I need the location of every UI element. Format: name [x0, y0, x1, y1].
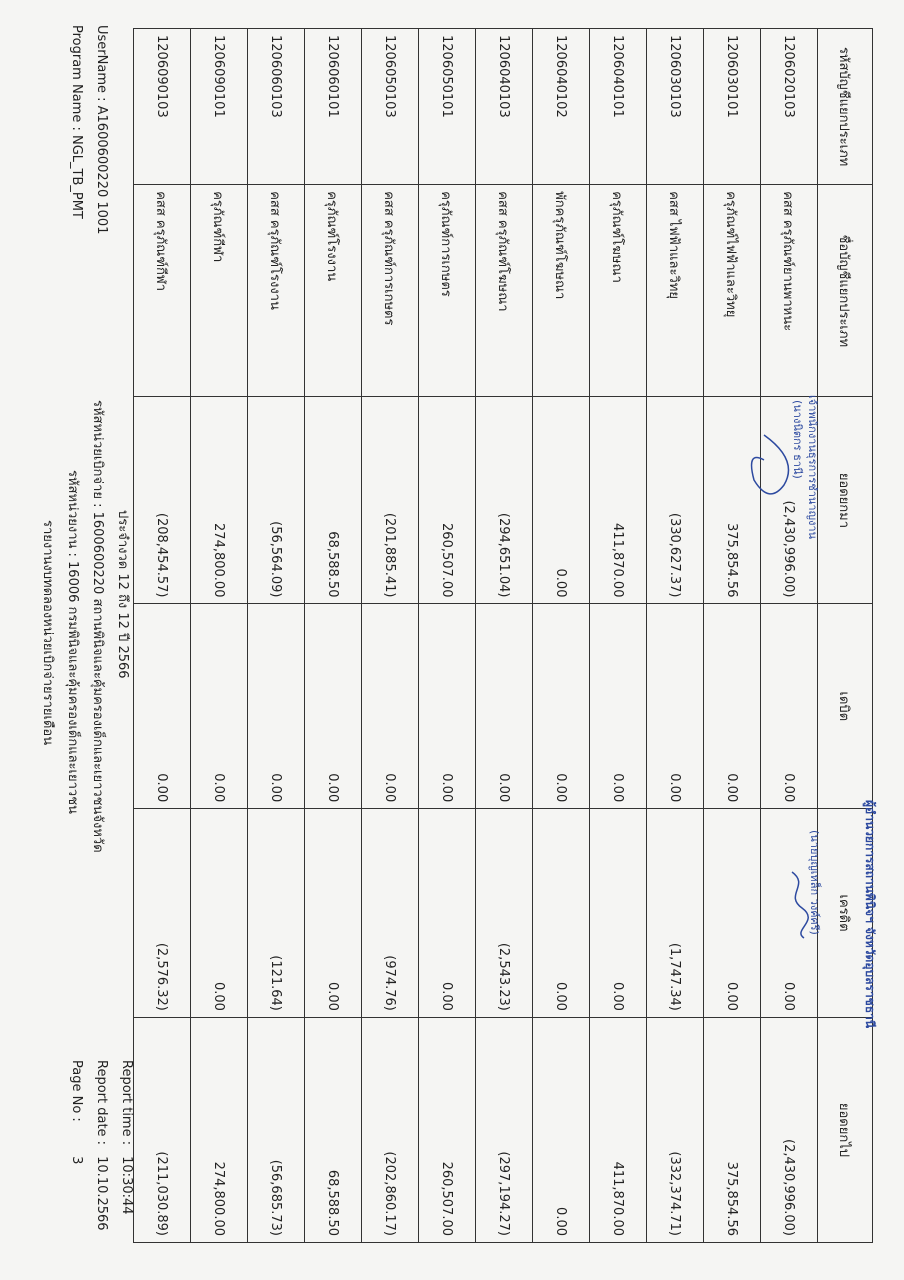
cell-opening-balance: (208,454.57) [134, 397, 191, 604]
table-row [476, 29, 533, 1243]
cell-account-code: 1206050101 [419, 29, 476, 185]
cell-account-code: 1206060103 [248, 29, 305, 185]
report-title: รายงานงบทดลองหน่วยเบิกจ่ายรายเดือน [40, 520, 55, 746]
cell-closing-balance: (297,194.27) [476, 1017, 533, 1242]
report-date-label: Report date : [94, 1060, 109, 1146]
cell-debit: 0.00 [590, 604, 647, 809]
cell-opening-balance: (201,885.41) [362, 397, 419, 604]
cell-account-code: 1206060101 [305, 29, 362, 185]
cell-closing-balance: (56,685.73) [248, 1017, 305, 1242]
cell-credit: 0.00 [191, 809, 248, 1018]
cell-opening-balance: (56,564.09) [248, 397, 305, 604]
table-row [248, 29, 305, 1243]
cell-credit: (2,576.32) [134, 809, 191, 1018]
cell-account-name: คสส ครุภัณฑ์ยานพาหนะ [761, 185, 818, 397]
cell-account-name: ครุภัณฑ์การเกษตร [419, 185, 476, 397]
cell-credit: 0.00 [305, 809, 362, 1018]
cell-account-code: 1206030103 [647, 29, 704, 185]
cell-account-name: คสส ครุภัณฑ์กีฬา [134, 185, 191, 397]
cell-debit: 0.00 [533, 604, 590, 809]
cell-credit: (1,747.34) [647, 809, 704, 1018]
cell-credit: 0.00 [761, 809, 818, 1018]
cell-opening-balance: (2,430,996.00) [761, 397, 818, 604]
table-row [191, 29, 248, 1243]
cell-closing-balance: 68,588.50 [305, 1017, 362, 1242]
col-closing-balance: ยอดยกไป [818, 1017, 873, 1242]
left-signature-scribble [744, 430, 804, 510]
cell-debit: 0.00 [305, 604, 362, 809]
cell-account-code: 1206020103 [761, 29, 818, 185]
col-account-name: ชื่อบัญชีแยกประเภท [818, 185, 873, 397]
username: UserName : A1600600220 1001 [94, 25, 109, 235]
cell-closing-balance: (2,430,996.00) [761, 1017, 818, 1242]
cell-debit: 0.00 [134, 604, 191, 809]
cell-account-name: ครุภัณฑ์ไฟฟ้าและวิทยุ [704, 185, 761, 397]
cell-debit: 0.00 [476, 604, 533, 809]
cell-opening-balance: (294,651.04) [476, 397, 533, 604]
cell-account-name: คสส ครุภัณฑ์โฆษณา [476, 185, 533, 397]
cell-credit: 0.00 [704, 809, 761, 1018]
report-time-value: 10:30:44 [119, 1156, 134, 1215]
col-opening-balance: ยอดยกมา [818, 397, 873, 604]
table-row [362, 29, 419, 1243]
report-date-value: 10.10.2566 [94, 1156, 109, 1231]
cell-closing-balance: 375,854.56 [704, 1017, 761, 1242]
table-row [647, 29, 704, 1243]
program-name: Program Name : NGL_TB_PMT [69, 25, 84, 219]
cell-closing-balance: (211,030.89) [134, 1017, 191, 1242]
cell-credit: 0.00 [533, 809, 590, 1018]
cell-credit: 0.00 [419, 809, 476, 1018]
cell-credit: 0.00 [590, 809, 647, 1018]
cell-account-code: 1206040103 [476, 29, 533, 185]
table-row [704, 29, 761, 1243]
cell-debit: 0.00 [761, 604, 818, 809]
col-credit: เครดิต [818, 809, 873, 1018]
col-account-code: รหัสบัญชีแยกประเภท [818, 29, 873, 185]
cell-account-code: 1206090101 [191, 29, 248, 185]
cell-account-name: คสส ครุภัณฑ์โรงงาน [248, 185, 305, 397]
table-row [419, 29, 476, 1243]
cell-account-code: 1206030101 [704, 29, 761, 185]
cell-opening-balance: 0.00 [533, 397, 590, 604]
cell-closing-balance: 274,800.00 [191, 1017, 248, 1242]
cell-debit: 0.00 [191, 604, 248, 809]
page-label: Page No : [69, 1060, 84, 1122]
cell-opening-balance: 411,870.00 [590, 397, 647, 604]
cell-opening-balance: 375,854.56 [704, 397, 761, 604]
cell-debit: 0.00 [362, 604, 419, 809]
table-row [305, 29, 362, 1243]
cell-account-code: 1206040102 [533, 29, 590, 185]
cell-opening-balance: 68,588.50 [305, 397, 362, 604]
cell-credit: (974.76) [362, 809, 419, 1018]
right-stamp-name: (นายบุญเหล็ก วงค์ศรี) [808, 830, 821, 935]
page-value: 3 [69, 1156, 84, 1165]
col-debit: เดบิต [818, 604, 873, 809]
cell-debit: 0.00 [419, 604, 476, 809]
table-row [761, 29, 818, 1243]
cell-credit: (2,543.23) [476, 809, 533, 1018]
cell-account-name: คสส ไฟฟ้าและวิทยุ [647, 185, 704, 397]
cell-closing-balance: (202,860.17) [362, 1017, 419, 1242]
cell-account-code: 1206040101 [590, 29, 647, 185]
report-time-label: Report time : [119, 1060, 134, 1146]
cell-account-name: คสส ครุภัณฑ์การเกษตร [362, 185, 419, 397]
cell-opening-balance: 260,507.00 [419, 397, 476, 604]
cell-account-name: ครุภัณฑ์โฆษณา [590, 185, 647, 397]
cell-opening-balance: (330,627.37) [647, 397, 704, 604]
cell-account-name: ครุภัณฑ์โรงงาน [305, 185, 362, 397]
unit-line: รหัสหน่วยเบิกจ่าย : 1600600220 สถานพินิจและคุ้มครองเด็กและเยาวชนจังหวัด [90, 400, 105, 853]
cell-credit: (121.64) [248, 809, 305, 1018]
left-stamp-title: เจ้าพนักงานธุรการชำนาญงาน [806, 395, 819, 540]
department-line: รหัสหน่วยงาน : 16006 กรมพินิจและคุ้มครองเด็กและเยาวชน [65, 470, 80, 814]
cell-debit: 0.00 [647, 604, 704, 809]
cell-account-name: พักครุภัณฑ์โฆษณา [533, 185, 590, 397]
cell-debit: 0.00 [248, 604, 305, 809]
table-row [134, 29, 191, 1243]
cell-closing-balance: 260,507.00 [419, 1017, 476, 1242]
period-line: ประจำงวด 12 ถึง 12 ปี 2566 [115, 510, 130, 679]
right-signature-scribble [782, 870, 812, 940]
cell-account-code: 1206050103 [362, 29, 419, 185]
report-date [94, 1060, 109, 1231]
table-row [590, 29, 647, 1243]
right-stamp-title: ผู้อำนวยการสถานพินิจฯ จังหวัดอุบลราชธานี [863, 800, 877, 1029]
cell-debit: 0.00 [704, 604, 761, 809]
report-time [119, 1060, 134, 1215]
cell-opening-balance: 274,800.00 [191, 397, 248, 604]
left-stamp-name: (นางนิตกร ธานี) [791, 400, 804, 479]
cell-closing-balance: (332,374.71) [647, 1017, 704, 1242]
cell-account-name: ครุภัณฑ์กีฬา [191, 185, 248, 397]
cell-account-code: 1206090103 [134, 29, 191, 185]
cell-closing-balance: 411,870.00 [590, 1017, 647, 1242]
table-header-row [818, 29, 873, 1243]
cell-closing-balance: 0.00 [533, 1017, 590, 1242]
table-row [533, 29, 590, 1243]
page-number [69, 1060, 84, 1164]
trial-balance-table [133, 28, 873, 1243]
